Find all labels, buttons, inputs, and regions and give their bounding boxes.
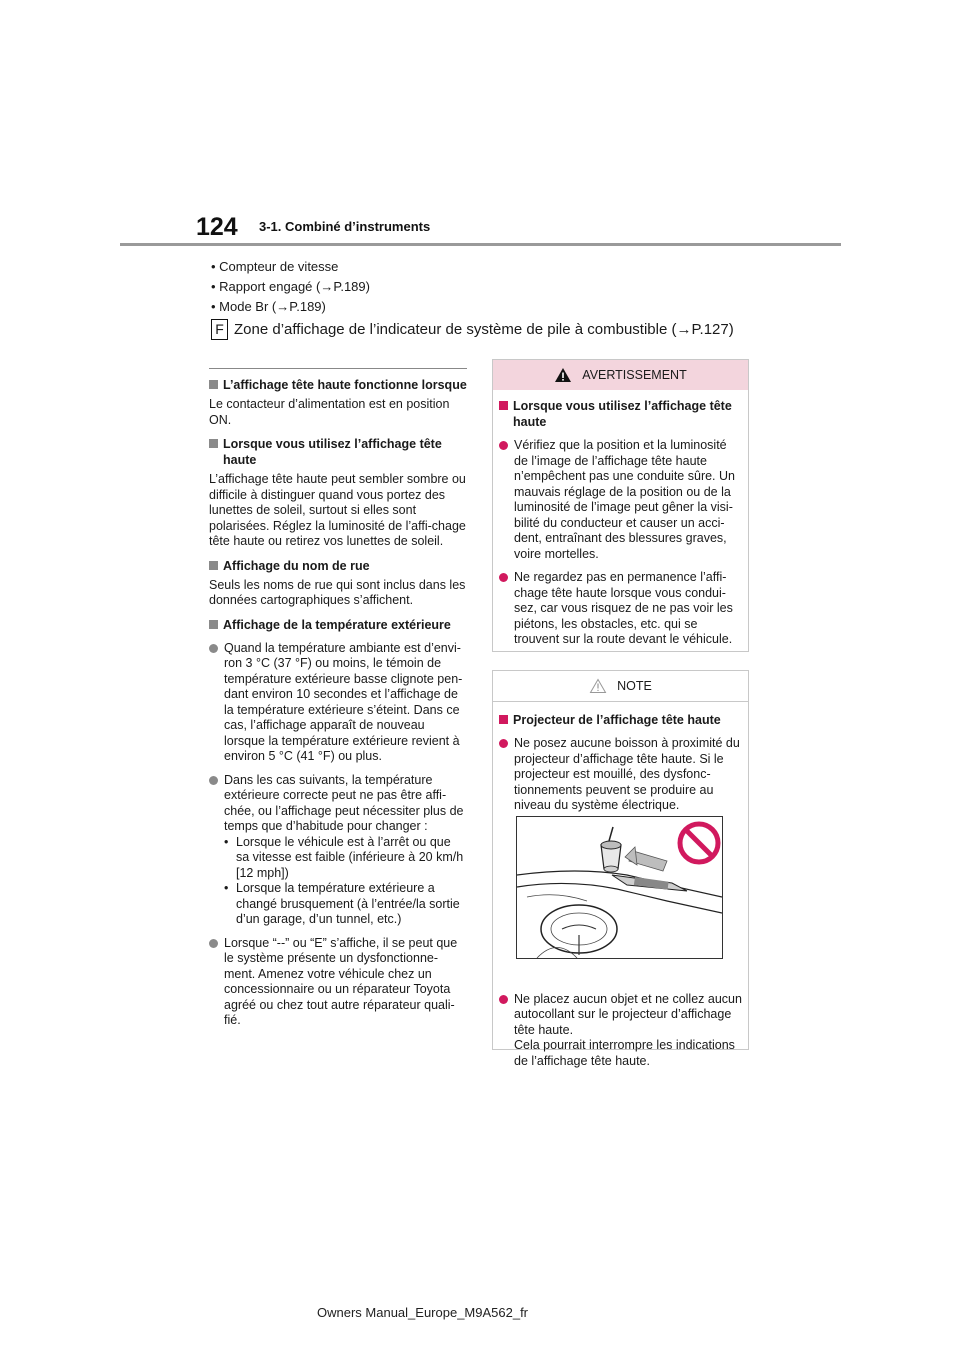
zone-letter-box: F — [211, 319, 228, 340]
paragraph: Seuls les noms de rue qui sont inclus dans les données cartographiques s’affichent. — [209, 577, 466, 607]
bullet-item — [499, 736, 742, 814]
projector-illustration — [516, 816, 723, 959]
sub-bullet-mark: • — [224, 881, 229, 895]
sub-bullet — [224, 835, 467, 882]
bullet-item — [499, 570, 742, 648]
heading-text: L’affichage tête haute fonctionne lorsque — [223, 378, 467, 392]
bullet-main-text: Dans les cas suivants, la température extérieure correcte peut ne pas être affi-chée, ou l’affichage peut nécessiter plus de temps que d’habitude pour changer : — [224, 772, 464, 833]
note-label: NOTE — [617, 679, 652, 693]
bullet-item — [209, 773, 467, 928]
round-bullet-icon — [499, 573, 508, 582]
heading-text: Lorsque vous utilisez l’affichage tête haute — [513, 399, 732, 429]
round-bullet-icon — [209, 644, 218, 653]
heading-text: Lorsque vous utilisez l’affichage tête haute — [223, 437, 442, 467]
heading-text: Affichage de la température extérieure — [223, 617, 451, 632]
bullet-text — [514, 992, 742, 1070]
round-bullet-icon — [499, 441, 508, 450]
warning-triangle-icon — [554, 367, 572, 383]
bullet-item — [499, 438, 742, 562]
warning-box — [492, 359, 749, 652]
bullet-text: Ne regardez pas en permanence l’affi-chage tête haute lorsque vous condui-sez, car vous risquez de ne pas voir les piétons, les obstacles, etc. qui se trouvent sur la route devant le véhicule. — [514, 570, 733, 646]
sub-bullet-text: Lorsque la température extérieure a changé brusquement (à l’entrée/la sortie d’un garage, d’un tunnel, etc.) — [236, 881, 460, 926]
bullet-item — [499, 992, 742, 1070]
sub-bullet-text: Lorsque le véhicule est à l’arrêt ou que sa vitesse est faible (inférieure à 20 km/h [12 mph]) — [236, 834, 464, 880]
paragraph: L’affichage tête haute peut sembler sombre ou difficile à distinguer quand vous portez des lunettes de soleil, surtout si elles sont polarisées. Réglez la luminosité de l’affi-chage tête haute ou retirez vos lunettes de soleil. — [209, 472, 466, 548]
bullet-text: Quand la température ambiante est d’envi-ron 3 °C (37 °F) ou moins, le témoin de température extérieure basse clignote pen-dant environ 10 secondes et l’affichage de la température extérieure s’éteint. Dans ce cas, l’affichage apparaît de nouveau lorsque la température extérieure revient à environ 5 °C (41 °F) ou plus. — [224, 640, 463, 763]
top-list — [211, 257, 370, 317]
sub-bullet-mark: • — [224, 834, 229, 849]
paragraph: Le contacteur d’alimentation est en position ON. — [209, 397, 450, 427]
list-item: • Rapport engagé (→P.189) — [211, 279, 370, 294]
bullet-item — [209, 936, 467, 1029]
zone-text: Zone d’affichage de l’indicateur de système de pile à combustible (→P.127) — [234, 321, 734, 338]
square-bullet-icon — [209, 561, 218, 570]
bullet-extra-text: Cela pourrait interrompre les indications de l’affichage tête haute. — [514, 1038, 735, 1068]
bullet-main-text: Ne placez aucun objet et ne collez aucun autocollant sur le projecteur d’affichage tête haute. — [514, 991, 742, 1037]
section-heading — [209, 436, 467, 468]
bullet-text — [224, 773, 467, 928]
round-bullet-icon — [499, 739, 508, 748]
round-bullet-icon — [209, 939, 218, 948]
bullet-text: Ne posez aucune boisson à proximité du projecteur d’affichage tête haute. Si le projecteur est mouillé, des dysfonc-tionnements peuvent se produire au niveau du système électrique. — [514, 736, 740, 812]
warning-header — [493, 360, 748, 390]
bullet-text: Lorsque “--” ou “E” s’affiche, il se peut que le système présente un dysfonctionne-ment. Amenez votre véhicule chez un concessionnaire ou un réparateur Toyota agréé ou chez tout autre réparateur quali-fié. — [224, 935, 458, 1027]
left-column — [209, 368, 467, 1029]
square-bullet-icon — [499, 401, 508, 410]
heading-text: Projecteur de l’affichage tête haute — [513, 713, 721, 727]
section-heading — [499, 712, 742, 728]
note-header — [493, 671, 748, 702]
square-bullet-icon — [209, 380, 218, 389]
heading-text: Affichage du nom de rue — [223, 558, 370, 573]
dashboard-drink-illustration — [517, 817, 722, 958]
section-heading — [209, 377, 467, 393]
bullet-text: Vérifiez que la position et la luminosité de l’image de l’affichage tête haute n’empêchent pas une conduite sûre. Un mauvais réglage de la position ou de la luminosité de l’image peut gêner la visi-bilité du conducteur et causer un acci-dent, entraînant des blessures graves, voire mortelles. — [514, 438, 735, 561]
section-title: 3-1. Combiné d’instruments — [259, 219, 431, 234]
section-heading — [499, 398, 742, 430]
square-bullet-icon — [209, 439, 218, 448]
round-bullet-icon — [499, 995, 508, 1004]
warning-label: AVERTISSEMENT — [582, 368, 687, 382]
sub-bullet — [224, 881, 467, 928]
section-heading — [209, 617, 467, 633]
header-rule — [120, 243, 841, 246]
zone-line — [211, 319, 734, 340]
footer-text: Owners Manual_Europe_M9A562_fr — [317, 1305, 529, 1320]
round-bullet-icon — [209, 776, 218, 785]
section-heading — [209, 558, 467, 574]
column-rule — [209, 368, 467, 369]
bullet-item — [209, 641, 467, 765]
page-number: 124 — [196, 213, 238, 241]
square-bullet-icon — [499, 715, 508, 724]
square-bullet-icon — [209, 620, 218, 629]
warning-content — [493, 398, 748, 648]
caution-triangle-icon — [589, 678, 607, 694]
list-item: • Mode Br (→P.189) — [211, 299, 326, 314]
list-item: • Compteur de vitesse — [211, 259, 339, 274]
